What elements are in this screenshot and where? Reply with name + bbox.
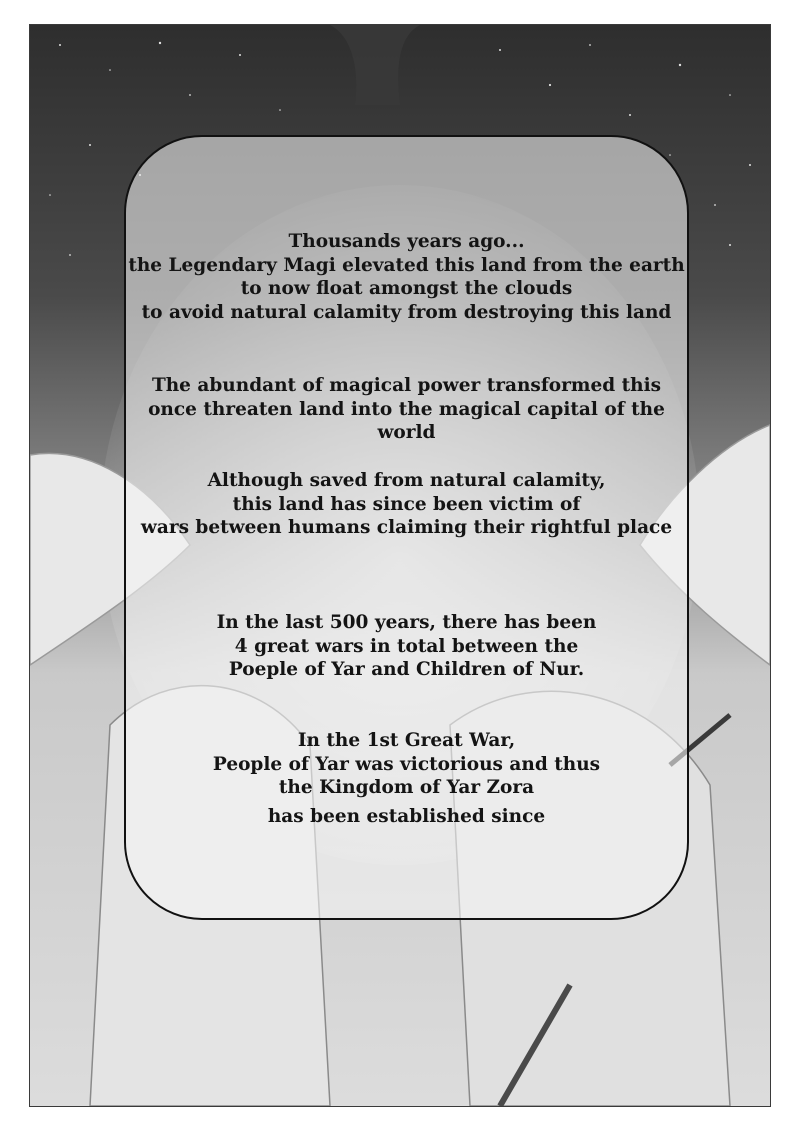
narration-line: People of Yar was victorious and thus xyxy=(212,753,601,775)
narration-line: the Legendary Magi elevated this land from the earth xyxy=(128,254,685,276)
narration-line: to now float amongst the clouds xyxy=(240,278,573,299)
narration-line: 4 great wars in total between the xyxy=(234,635,579,657)
narration-line: Poeple of Yar and Children of Nur. xyxy=(228,659,585,680)
narration-line: this land has since been victim of xyxy=(232,493,581,515)
comic-page xyxy=(29,24,771,1107)
narration-line: wars between humans claiming their rightful place xyxy=(140,517,673,538)
narration-box xyxy=(124,135,689,920)
narration-paragraph-5 xyxy=(126,729,687,828)
narration-line: the Kingdom of Yar Zora xyxy=(278,777,535,798)
narration-line: Although saved from natural calamity, xyxy=(207,470,606,491)
narration-line: The abundant of magical power transformed this xyxy=(151,375,662,396)
narration-paragraph-1 xyxy=(126,230,687,324)
narration-paragraph-3 xyxy=(126,469,687,540)
narration-paragraph-4 xyxy=(126,611,687,682)
narration-line: has been established since xyxy=(267,805,546,827)
narration-line: In the 1st Great War, xyxy=(297,730,516,751)
narration-line: Thousands years ago... xyxy=(288,231,525,252)
narration-line: once threaten land into the magical capital of the world xyxy=(148,398,665,443)
narration-line: In the last 500 years, there has been xyxy=(216,612,597,633)
narration-line: to avoid natural calamity from destroying this land xyxy=(141,301,672,323)
narration-paragraph-2 xyxy=(126,374,687,445)
